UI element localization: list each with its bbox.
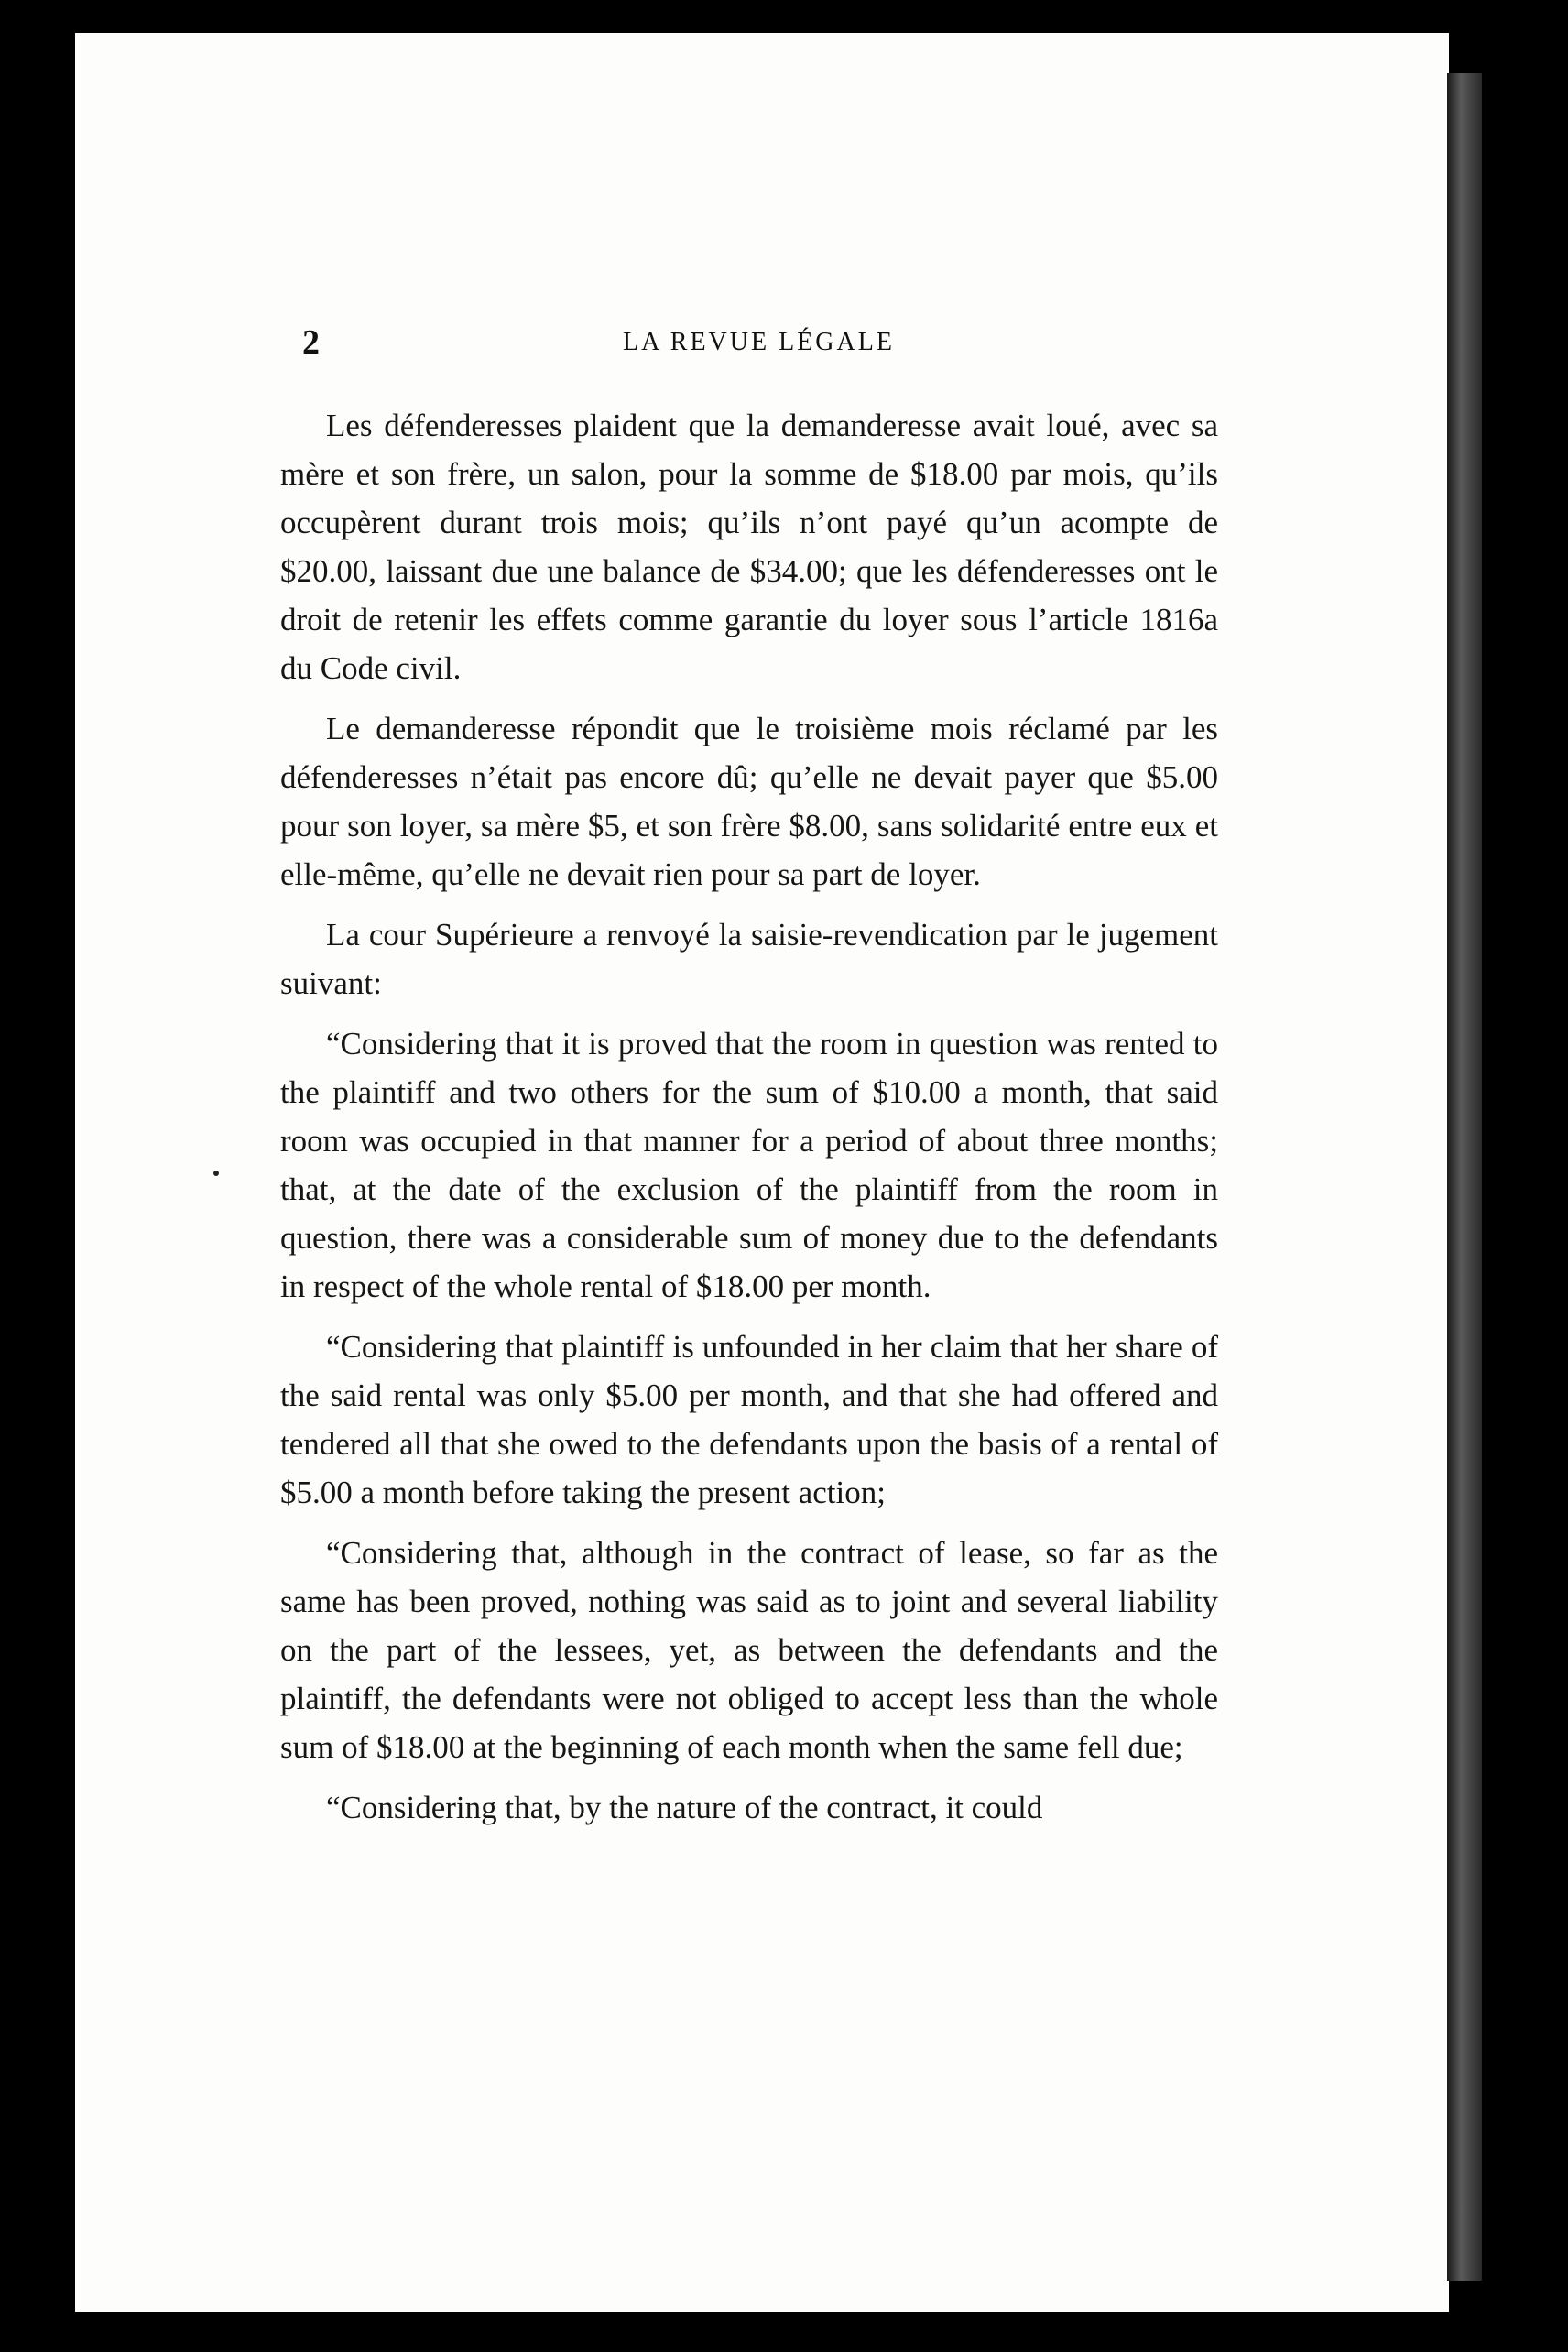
page-header bbox=[302, 322, 1236, 377]
paragraph-court-judgment-intro: La cour Supérieure a renvoyé la saisie-revendication par le jugement suivant: bbox=[280, 917, 1218, 1001]
paragraph-considering-1: “Considering that it is proved that the room in question was rented to the plaintiff and two others for the sum of $10.00 a month, that said room was occupied in that manner for a period of about three months; that, at the date of the exclusion of the plaintiff from the room in question, there was a considerable sum of money due to the defendants in respect of the whole rental of $18.00 per month. bbox=[280, 1026, 1218, 1304]
paragraph-defendants-plea: Les défenderesses plaident que la demanderesse avait loué, avec sa mère et son frère, un salon, pour la somme de $18.00 par mois, qu’ils occupèrent durant trois mois; qu’ils n’ont payé qu’un acompte de $20.00, laissant due une balance de $34.00; que les défenderesses ont le droit de retenir les effets comme garantie du loyer sous l’article 1816a du Code civil. bbox=[280, 408, 1218, 686]
ink-speck bbox=[213, 1171, 219, 1176]
page-right-edge-shadow bbox=[1447, 73, 1482, 2281]
paragraph-considering-4: “Considering that, by the nature of the contract, it could bbox=[326, 1790, 1043, 1825]
paragraph-plaintiff-reply: Le demanderesse répondit que le troisième mois réclamé par les défenderesses n’était pas encore dû; qu’elle ne devait payer que $5.00 pour son loyer, sa mère $5, et son frère $8.00, sans solidarité entre eux et elle-même, qu’elle ne devait rien pour sa part de loyer. bbox=[280, 711, 1218, 892]
body-text bbox=[280, 401, 1218, 1844]
paragraph-considering-2: “Considering that plaintiff is unfounded in her claim that her share of the said rental was only $5.00 per month, and that she had offered and tendered all that she owed to the defendants upon the basis of a rental of $5.00 a month before taking the present action; bbox=[280, 1329, 1218, 1510]
page-number: 2 bbox=[302, 323, 320, 362]
paragraph-considering-3: “Considering that, although in the contract of lease, so far as the same has been proved, nothing was said as to joint and several liability on the part of the lessees, yet, as between the defendants and the plaintiff, the defendants were not obliged to accept less than the whole sum of $18.00 at the beginning of each month when the same fell due; bbox=[280, 1535, 1218, 1765]
running-head: LA REVUE LÉGALE bbox=[623, 328, 895, 356]
